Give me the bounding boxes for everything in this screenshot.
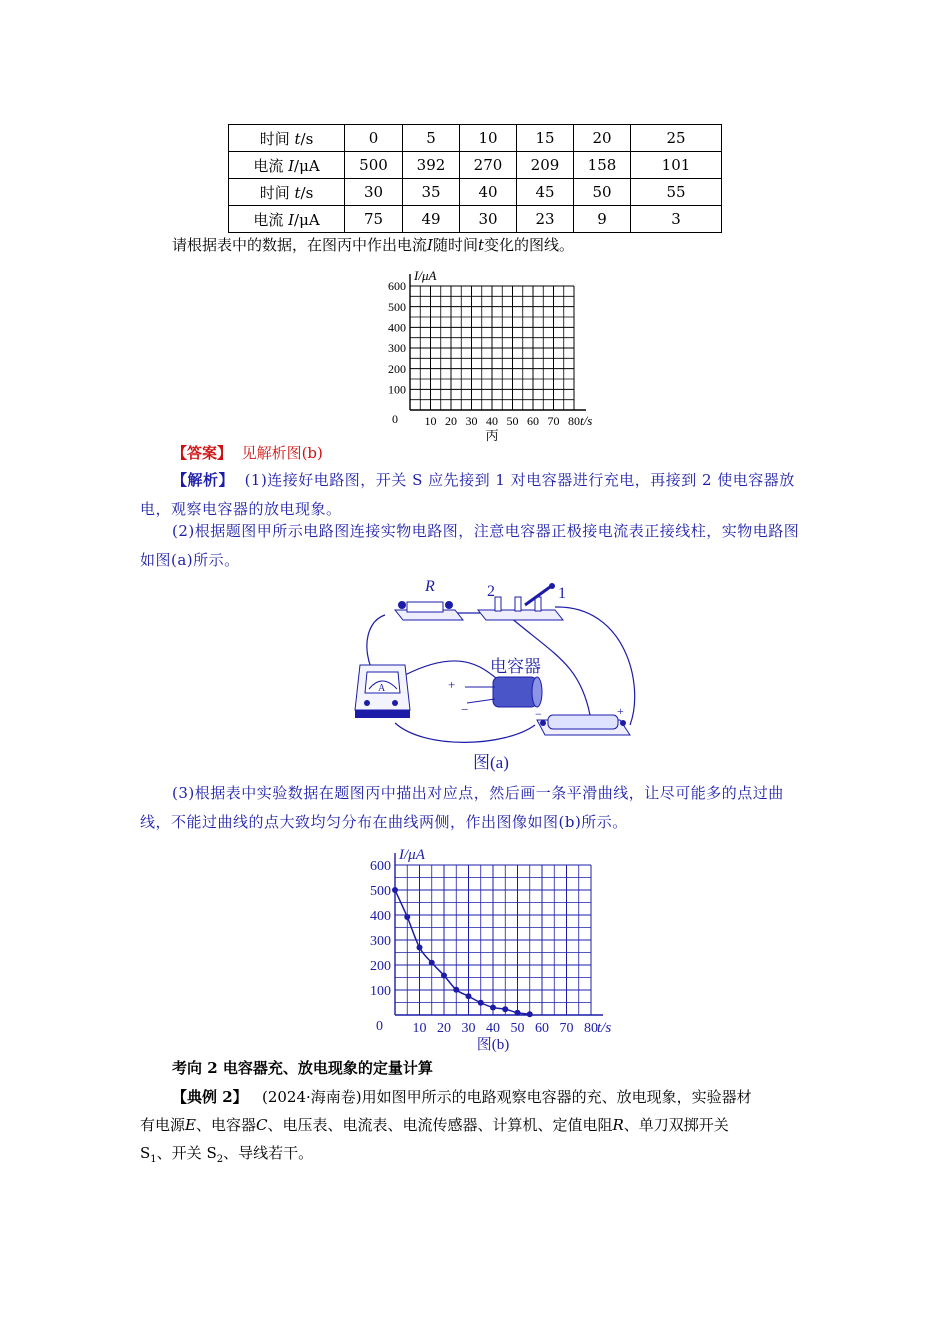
y-tick-label: 300 (388, 341, 406, 356)
table-row-label: 电流 I/μA (229, 206, 345, 233)
y-tick-label: 100 (388, 382, 406, 397)
table-cell: 270 (460, 152, 517, 179)
table-cell: 35 (403, 179, 460, 206)
table-cell: 158 (574, 152, 631, 179)
answer-tag: 【答案】 (172, 444, 233, 462)
data-point (478, 1000, 484, 1006)
x-tick-label: 60 (527, 414, 539, 428)
answer-line (172, 440, 852, 466)
analysis-tag: 【解析】 (172, 471, 235, 489)
table-row-label: 电流 I/μA (229, 152, 345, 179)
x-tick-label: 80 (568, 414, 580, 428)
label-2: 2 (487, 583, 495, 600)
table-cell: 30 (345, 179, 403, 206)
table-cell: 49 (403, 206, 460, 233)
x-tick-label: 20 (445, 414, 457, 428)
data-point (453, 987, 459, 993)
origin-label: 0 (376, 1019, 383, 1034)
label-battery-plus: + (617, 704, 624, 718)
graph-bing-grid (410, 274, 586, 410)
table-row (229, 179, 722, 206)
x-tick-label: 30 (461, 1021, 476, 1036)
table-cell: 55 (631, 179, 722, 206)
question-text: 请根据表中的数据，在图丙中作出电流I随时间t变化的图线。 (172, 236, 575, 254)
table-cell: 209 (517, 152, 574, 179)
table-cell: 3 (631, 206, 722, 233)
y-tick-label: 400 (388, 320, 406, 335)
x-tick-label: 70 (559, 1021, 574, 1036)
battery-holder (537, 715, 630, 735)
table-cell: 101 (631, 152, 722, 179)
table-row-label: 时间 t/s (229, 179, 345, 206)
y-axis-label: I/μA (399, 847, 425, 863)
y-tick-label: 600 (388, 279, 406, 294)
label-minus: − (461, 702, 469, 717)
data-point (417, 945, 423, 951)
graph-bing (370, 255, 610, 445)
y-axis-label: I/μA (414, 268, 437, 283)
table-cell: 20 (574, 125, 631, 152)
x-tick-label: 80 (584, 1021, 598, 1036)
table-row-label: 时间 t/s (229, 125, 345, 152)
example-line-3: $S_1$、开关 $S_2$、导线若干。 (140, 1144, 314, 1165)
table-cell: 15 (517, 125, 574, 152)
x-tick-label: 20 (437, 1021, 451, 1036)
table-cell: 45 (517, 179, 574, 206)
data-point (515, 1010, 521, 1016)
data-point (502, 1006, 508, 1012)
table-cell: 40 (460, 179, 517, 206)
data-table (228, 124, 722, 233)
data-point (466, 993, 472, 999)
section-heading: 考向 2 电容器充、放电现象的定量计算 (172, 1059, 433, 1077)
x-tick-label: 10 (424, 414, 437, 428)
y-tick-label: 100 (370, 983, 391, 999)
origin-label: 0 (392, 412, 398, 426)
y-tick-label: 600 (370, 858, 391, 874)
graph-caption: 图(b) (476, 1037, 510, 1053)
analysis-p1: 【解析】 (1)连接好电路图，开关 S 应先接到 1 对电容器进行充电，再接到 2 使电容器放电，观察电容器的放电现象。 (140, 471, 795, 518)
table-cell: 10 (460, 125, 517, 152)
analysis-p2: (2)根据题图甲所示电路图连接实物电路图，注意电容器正极接电流表正接线柱，实物电路图如图(a)所示。 (140, 522, 800, 569)
x-tick-label: 10 (412, 1021, 427, 1036)
table-cell: 25 (631, 125, 722, 152)
example-line-1: 【典例 2】 (2024·海南卷)用如图甲所示的电路观察电容器的充、放电现象，实验器材 (172, 1088, 752, 1106)
table-cell: 5 (403, 125, 460, 152)
label-R: R (425, 578, 435, 595)
table-row (229, 206, 722, 233)
label-battery-minus: − (535, 707, 542, 721)
y-tick-label: 200 (370, 958, 391, 974)
graph-b (355, 835, 635, 1053)
label-A: A (378, 683, 386, 694)
table-cell: 75 (345, 206, 403, 233)
figure-a-caption: 图(a) (473, 753, 509, 772)
table-cell: 50 (574, 179, 631, 206)
y-tick-label: 500 (388, 299, 406, 314)
x-tick-label: 50 (510, 1021, 525, 1036)
figure-a-circuit (345, 575, 645, 775)
data-point (527, 1011, 533, 1017)
x-tick-label: 70 (547, 414, 560, 428)
x-axis-label: t/s (597, 1020, 612, 1036)
table-row (229, 152, 722, 179)
y-tick-label: 200 (388, 361, 406, 376)
y-tick-label: 300 (370, 933, 391, 949)
label-capacitor: 电容器 (490, 657, 541, 676)
table-cell: 23 (517, 206, 574, 233)
table-cell: 392 (403, 152, 460, 179)
table-cell: 0 (345, 125, 403, 152)
x-tick-label: 40 (486, 414, 498, 428)
example-tag: 【典例 2】 (172, 1088, 248, 1106)
data-point (404, 914, 410, 920)
graph-b-grid (395, 853, 603, 1015)
x-axis-label: t/s (580, 413, 593, 428)
label-plus: + (448, 677, 456, 692)
example-line-2: 有电源E、电容器C、电压表、电流表、电流传感器、计算机、定值电阻R、单刀双掷开关 (140, 1116, 729, 1134)
x-tick-label: 60 (535, 1021, 549, 1036)
table-cell: 30 (460, 206, 517, 233)
analysis-p3: (3)根据表中实验数据在题图丙中描出对应点，然后画一条平滑曲线，让尽可能多的点过曲线，不能过曲线的点大致均匀分布在曲线两侧，作出图像如图(b)所示。 (140, 784, 784, 831)
data-point (429, 960, 435, 966)
y-tick-label: 400 (370, 908, 391, 924)
wire (395, 723, 535, 742)
data-point (441, 973, 447, 979)
graph-caption: 丙 (485, 428, 499, 443)
resistor (395, 601, 463, 620)
capacitor (465, 677, 542, 707)
y-tick-label: 500 (370, 883, 391, 899)
x-tick-label: 30 (465, 414, 478, 428)
table-cell: 500 (345, 152, 403, 179)
x-tick-label: 40 (486, 1021, 500, 1036)
x-tick-label: 50 (506, 414, 519, 428)
table-row (229, 125, 722, 152)
table-cell: 9 (574, 206, 631, 233)
label-1: 1 (558, 585, 566, 602)
answer-text: 见解析图(b) (241, 444, 323, 462)
data-point (392, 887, 398, 893)
data-point (490, 1005, 496, 1011)
